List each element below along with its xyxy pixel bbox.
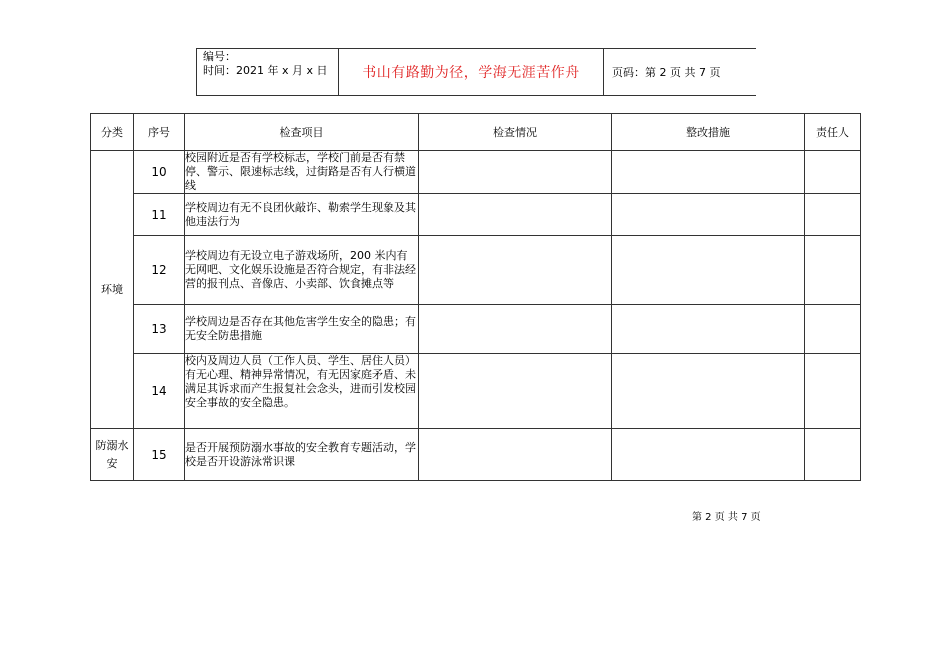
col-number: 序号 xyxy=(134,114,185,151)
col-owner: 责任人 xyxy=(805,114,861,151)
table-row xyxy=(91,429,861,481)
owner-cell[interactable] xyxy=(805,151,861,194)
owner-cell[interactable] xyxy=(805,236,861,305)
col-status: 检查情况 xyxy=(419,114,612,151)
row-item: 学校周边是否存在其他危害学生安全的隐患；有无安全防患措施 xyxy=(185,305,419,354)
measures-cell[interactable] xyxy=(612,194,805,236)
status-cell[interactable] xyxy=(419,429,612,481)
table-row xyxy=(91,236,861,305)
row-item: 校内及周边人员（工作人员、学生、居住人员）有无心理、精神异常情况，有无因家庭矛盾、未满足其诉求而产生报复社会念头，进而引发校园安全事故的安全隐患。 xyxy=(185,354,419,429)
category-cell: 环境 xyxy=(91,151,134,429)
measures-cell[interactable] xyxy=(612,305,805,354)
col-measures: 整改措施 xyxy=(612,114,805,151)
status-cell[interactable] xyxy=(419,354,612,429)
measures-cell[interactable] xyxy=(612,236,805,305)
header-meta xyxy=(197,49,339,95)
row-number: 15 xyxy=(134,429,185,481)
page-code: 页码：第 2 页 共 7 页 xyxy=(612,66,721,79)
document-header xyxy=(196,48,756,96)
status-cell[interactable] xyxy=(419,236,612,305)
owner-cell[interactable] xyxy=(805,194,861,236)
motto-text: 书山有路勤为径，学海无涯苦作舟 xyxy=(339,49,604,95)
row-number: 13 xyxy=(134,305,185,354)
category-cell: 防溺水安 xyxy=(91,429,134,481)
table-row xyxy=(91,305,861,354)
status-cell[interactable] xyxy=(419,305,612,354)
row-item: 是否开展预防溺水事故的安全教育专题活动，学校是否开设游泳常识课 xyxy=(185,429,419,481)
page-footer: 第 2 页 共 7 页 xyxy=(692,512,761,523)
owner-cell[interactable] xyxy=(805,305,861,354)
col-item: 检查项目 xyxy=(185,114,419,151)
inspection-table xyxy=(90,113,861,481)
table-row xyxy=(91,151,861,194)
status-cell[interactable] xyxy=(419,194,612,236)
measures-cell[interactable] xyxy=(612,151,805,194)
status-cell[interactable] xyxy=(419,151,612,194)
col-category: 分类 xyxy=(91,114,134,151)
row-item: 学校周边有无不良团伙敲诈、勒索学生现象及其他违法行为 xyxy=(185,194,419,236)
owner-cell[interactable] xyxy=(805,429,861,481)
row-number: 14 xyxy=(134,354,185,429)
row-number: 10 xyxy=(134,151,185,194)
table-row xyxy=(91,194,861,236)
row-number: 11 xyxy=(134,194,185,236)
row-item: 学校周边有无设立电子游戏场所，200 米内有无网吧、文化娱乐设施是否符合规定，有非法经营的报刊点、音像店、小卖部、饮食摊点等 xyxy=(185,236,419,305)
table-header-row xyxy=(91,114,861,151)
row-item: 校园附近是否有学校标志，学校门前是否有禁停、警示、限速标志线，过街路是否有人行横道线 xyxy=(185,151,419,194)
measures-cell[interactable] xyxy=(612,354,805,429)
measures-cell[interactable] xyxy=(612,429,805,481)
table-row xyxy=(91,354,861,429)
number-label: 编号： xyxy=(203,50,236,63)
row-number: 12 xyxy=(134,236,185,305)
time-label: 时间：2021 年 x 月 x 日 xyxy=(203,64,328,77)
owner-cell[interactable] xyxy=(805,354,861,429)
